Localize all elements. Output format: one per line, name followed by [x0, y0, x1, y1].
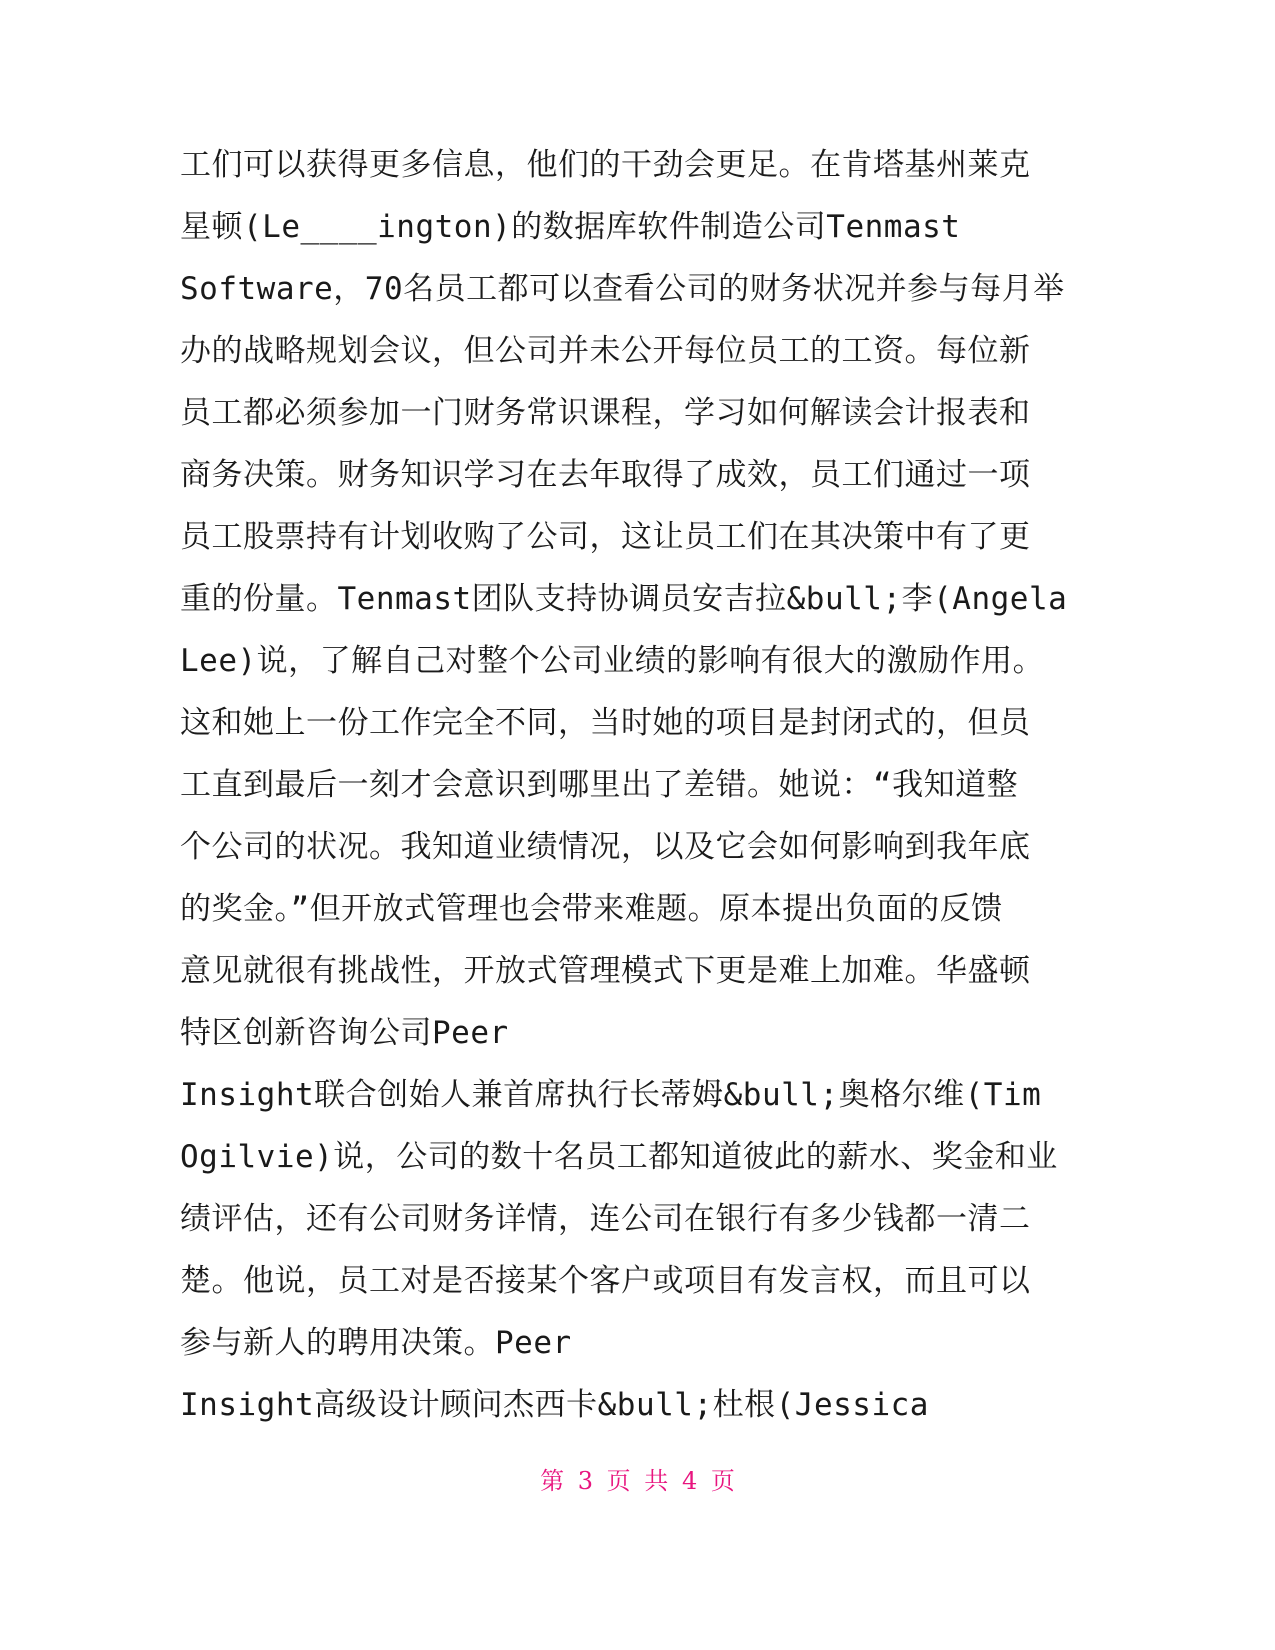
text-line: 工直到最后一刻才会意识到哪里出了差错。她说：“我知道整 [180, 767, 1019, 803]
text-line: Software，70名员工都可以查看公司的财务状况并参与每月举 [180, 271, 1065, 307]
page-number-footer: 第 3 页 共 4 页 [540, 1467, 735, 1495]
text-line: Lee)说，了解自己对整个公司业绩的影响有很大的激励作用。 [180, 643, 1045, 679]
text-line: Insight联合创始人兼首席执行长蒂姆&bull;奥格尔维(Tim [180, 1077, 1042, 1113]
text-line: Ogilvie)说，公司的数十名员工都知道彼此的薪水、奖金和业 [180, 1139, 1058, 1175]
text-line: 星顿(Le____ington)的数据库软件制造公司Tenmast [180, 209, 961, 245]
text-line: 商务决策。财务知识学习在去年取得了成效，员工们通过一项 [180, 457, 1031, 493]
text-line: 楚。他说，员工对是否接某个客户或项目有发言权，而且可以 [180, 1263, 1031, 1299]
text-line: 重的份量。Tenmast团队支持协调员安吉拉&bull;李(Angela [180, 581, 1068, 617]
text-line: Insight高级设计顾问杰西卡&bull;杜根(Jessica [180, 1387, 929, 1423]
text-line: 工们可以获得更多信息，他们的干劲会更足。在肯塔基州莱克 [180, 147, 1031, 183]
text-line: 办的战略规划会议，但公司并未公开每位员工的工资。每位新 [180, 333, 1031, 369]
body-text [180, 134, 1068, 1436]
text-line: 员工都必须参加一门财务常识课程，学习如何解读会计报表和 [180, 395, 1031, 431]
text-line: 员工股票持有计划收购了公司，这让员工们在其决策中有了更 [180, 519, 1031, 555]
text-line: 绩评估，还有公司财务详情，连公司在银行有多少钱都一清二 [180, 1201, 1031, 1237]
text-line: 这和她上一份工作完全不同，当时她的项目是封闭式的，但员 [180, 705, 1031, 741]
text-line: 参与新人的聘用决策。Peer [180, 1325, 572, 1361]
text-line: 意见就很有挑战性，开放式管理模式下更是难上加难。华盛顿 [180, 953, 1031, 989]
text-line: 的奖金。”但开放式管理也会带来难题。原本提出负面的反馈 [180, 891, 1003, 927]
text-line: 特区创新咨询公司Peer [180, 1015, 509, 1051]
text-line: 个公司的状况。我知道业绩情况，以及它会如何影响到我年底 [180, 829, 1031, 865]
